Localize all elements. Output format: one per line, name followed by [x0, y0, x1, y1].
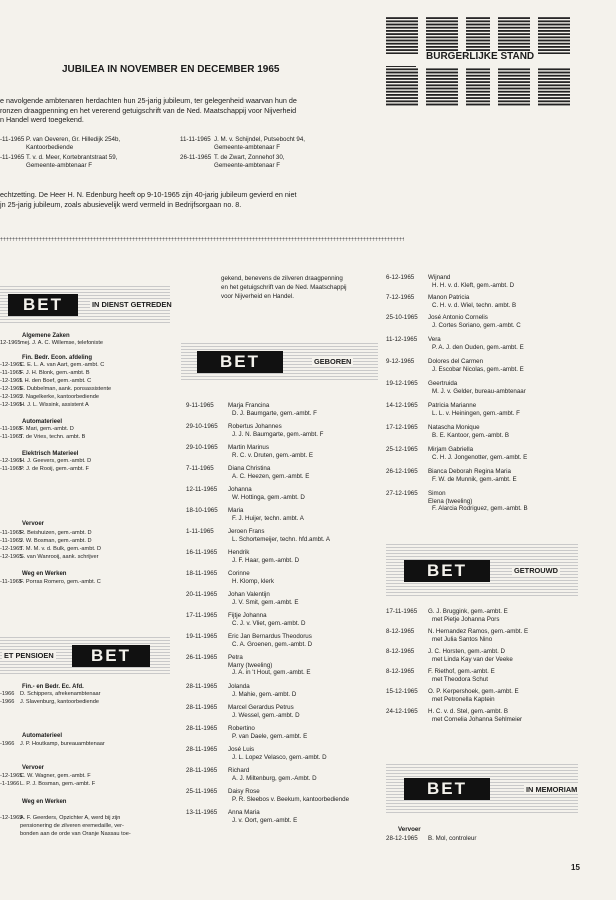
intro-line: e navolgende ambtenaren herdachten hun 25-jarig jubileum, ter gelegenheid waarvan hun de	[0, 96, 297, 105]
bet-logo-icon: BET	[197, 351, 283, 373]
page-number: 15	[571, 863, 580, 872]
correction-line: jn 25-jarig jubileum, zoals abusievelijk werd vermeld in Bedrijfsorgaan no. 8.	[0, 199, 242, 209]
group-heading: Vervoer	[22, 521, 45, 527]
group-heading: Algemene Zaken	[22, 333, 70, 339]
bet-logo-icon: BET	[72, 645, 150, 667]
pensioen-list: Fin.- en Bedr. Ec. Afd. -1966 D. Schippers, afrekenambtenaar -1966 J. Slavenburg, kantoorbediende Automaterieel -1966 J. P. Houtkamp, bureauambtenaar Vervoer -12-1965 C. W. Wagner, gem.-ambt. F -1-1966 L. P. J. Bosman, gem.-ambt. F Weg en Werken -12-1965 A. F. Geerders, Opzichter A, werd bij zijn pensionering de zilveren eremedaille, ver- bonden aan de orde van Oranje Nassau toe-	[0, 684, 131, 837]
group-heading: Weg en Werken	[22, 799, 67, 805]
group-heading: Weg en Werken	[22, 571, 67, 577]
group-heading: Vervoer	[22, 765, 45, 771]
group-heading: Automaterieel	[22, 419, 63, 425]
group-heading: Vervoer	[398, 826, 421, 833]
bet-logo-icon: BET	[8, 294, 78, 316]
in-dienst-list: Algemene Zaken 12-1965 mej. J. A. C. Willemse, telefoniste Fin. Bedr. Econ. afdeling -12-1965 C. E. L. A. van Aart, gem.-ambt. C -11-1965 F. J. H. Blonk, gem.-ambt. B -12-1965 I. H. den Boef, gem.-ambt. C -12-1965 E. Dubbelman, aank. ponsassistente -12-1965 J. Nagelkerke, kantoorbediende -12-1965 H. J. L. Wissink, assistent A Automaterieel -11-1965 F. Mari, gem.-ambt. D -11-1965 T. de Vries, techn. ambt. B Elektrisch Materieel -12-1965 H. J. Geevers, gem.-ambt. D -11-1965 P. J. de Rooij, gem.-ambt. F Vervoer -11-1965 R. Beishuizen, gem.-ambt. D -11-1965 J. W. Bosman, gem.-ambt. D -12-1965 T. M. M. v. d. Bulk, gem.-ambt. D -12-1965 S. van Wanrooij, aank. schrijver Weg en Werken -11-1965 F. Porras Romero, gem.-ambt. C	[0, 333, 112, 585]
intro-line: ronzen draagpenning en het vererend getuigschrift van de Ned. Maatschappij voor Nijverheid	[0, 105, 297, 115]
group-heading: Fin. Bedr. Econ. afdeling	[22, 355, 93, 361]
bet-logo-icon: BET	[404, 778, 490, 800]
bet-logo-icon: BET	[404, 560, 490, 582]
group-heading: Automaterieel	[22, 733, 63, 739]
getrouwd-heading: GETROUWD	[514, 566, 558, 575]
text-line: en het getuigschrift van de Ned. Maatschappij	[221, 284, 347, 291]
pensioen-heading: ET PENSIOEN	[4, 651, 54, 660]
in-dienst-heading: IN DIENST GETREDEN	[92, 300, 172, 309]
correction-paragraph	[0, 190, 296, 209]
geboren-cont-list: 6-12-1965 Wijnand H. H. v. d. Kleft, gem.-ambt. D 7-12-1965 Manon Patricia C. H. v. d. Wiel, techn. ambt. B 25-10-1965 José Antonio Cornelis J. Cortes Soriano, gem.-ambt. C 11-12-1965 Vera P. A. J. den Ouden, gem.-ambt. E 9-12-1965 Dolores del Carmen J. Escobar Nicolas, gem.-ambt. E 19-12-1965 Geertruida M. J. v. Gelder, bureau-ambtenaar 14-12-1965 Patricia Marianne L. L. v. Heiningen, gem.-ambt. F 17-12-1965 Natascha Monique B. E. Kantoor, gem.-ambt. B 25-12-1965 Mirjam Gabriella C. H. J. Jongenotter, gem.-ambt. E 26-12-1965 Bianca Deborah Regina Maria F. W. de Munnik, gem.-ambt. E 27-12-1965 Simon Elena (tweeling) F. Alarcia Rodriguez, gem.-ambt. B	[386, 274, 528, 513]
intro-paragraph	[0, 96, 380, 125]
getrouwd-list: 17-11-1965 G. J. Bruggink, gem.-ambt. E met Pietje Johanna Pors 8-12-1965 N. Hernandez Ramos, gem.-ambt. E met Julia Santos Nino 8-12-1965 J. C. Horsten, gem.-ambt. D met Linda Kay van der Veeke 8-12-1965 F. Riethof, gem.-ambt. E met Theodora Schut 15-12-1965 O. P. Kerpershoek, gem.-ambt. E met Petronella Kaptein 24-12-1965 H. C. v. d. Stel, gem.-ambt. B met Cornelia Johanna Sehlmeier	[386, 608, 529, 723]
section-title: BURGERLIJKE STAND	[426, 51, 535, 62]
geboren-heading: GEBOREN	[314, 357, 352, 366]
jubilea-right-list: 11-11-1965 J. M. v. Schijndel, Putsebocht 94, Gemeente-ambtenaar F 26-11-1965 T. de Zwart, Zonnehof 30, Gemeente-ambtenaar F	[180, 136, 306, 169]
correction-line: echtzetting. De Heer H. N. Edenburg heeft op 9-10-1965 zijn 40-jarig jubileum gevierd en niet	[0, 190, 297, 199]
group-heading: Elektrisch Materieel	[22, 451, 79, 457]
group-heading: Fin.- en Bedr. Ec. Afd.	[22, 684, 84, 690]
geboren-list[interactable]: 9-11-1965 Marja Francina D. J. Baumgarte, gem.-ambt. F 29-10-1965 Robertus Johannes J. J. N. Baumgarte, gem.-ambt. F 29-10-1965 Martin Marinus R. C. v. Druten, gem.-ambt. E 7-11-1965 Diana Christina A. C. Heezen, gem.-ambt. E 12-11-1965 Johanna W. Hottinga, gem.-ambt. D 18-10-1965 Maria F. J. Huijer, techn. ambt. A 1-11-1965 Jeroen Frans L. Schortemeijer, techn. hfd.ambt. A 16-11-1965 Hendrik J. F. Haar, gem.-ambt. D 18-11-1965 Corinne H. Klomp, klerk 20-11-1965 Johan Valentijn J. V. Smit, gem.-ambt. E 17-11-1965 Fijtje Johanna C. J. v. Vliet, gem.-ambt. D 19-11-1965 Eric Jan Bernardus Theodorus C. A. Groenen, gem.-ambt. D 26-11-1965 Petra Marry (tweeling) J. A. in 't Hout, gem.-ambt. E 28-11-1965 Jolanda J. Mahie, gem.-ambt. D 28-11-1965 Marcel Gerardus Petrus J. Wessel, gem.-ambt. D 28-11-1965 Robertino P. van Daele, gem.-ambt. E 28-11-1965 José Luis J. L. Lopez Velasco, gem.-ambt. D 28-11-1965 Richard A. J. Miltenburg, gem.-Ambt. D 25-11-1965 Daisy Rose P. R. Sleebos v. Beekum, kantoorbediende 13-11-1965 Anna Maria J. v. Oort, gem.-ambt. E	[186, 402, 350, 824]
intro-line: n Handel werd toegekend.	[0, 115, 84, 125]
page-title: JUBILEA IN NOVEMBER EN DECEMBER 1965	[62, 64, 280, 75]
text-line: voor Nijverheid en Handel.	[221, 293, 294, 300]
jubilea-left-list: -11-1965 P. van Oeveren, Gr. Hilledijk 254b, Kantoorbediende -11-1965 T. v. d. Meer, Kortebrantstraat 59, Gemeente-ambtenaar F	[0, 136, 121, 169]
text-line: gekend, benevens de zilveren draagpenning	[221, 275, 343, 282]
memoriam-list: Vervoer 28-12-1965 B. Mol, controleur	[398, 826, 598, 856]
middle-intro	[221, 274, 347, 301]
memoriam-heading: IN MEMORIAM	[526, 785, 578, 794]
divider	[0, 237, 404, 241]
